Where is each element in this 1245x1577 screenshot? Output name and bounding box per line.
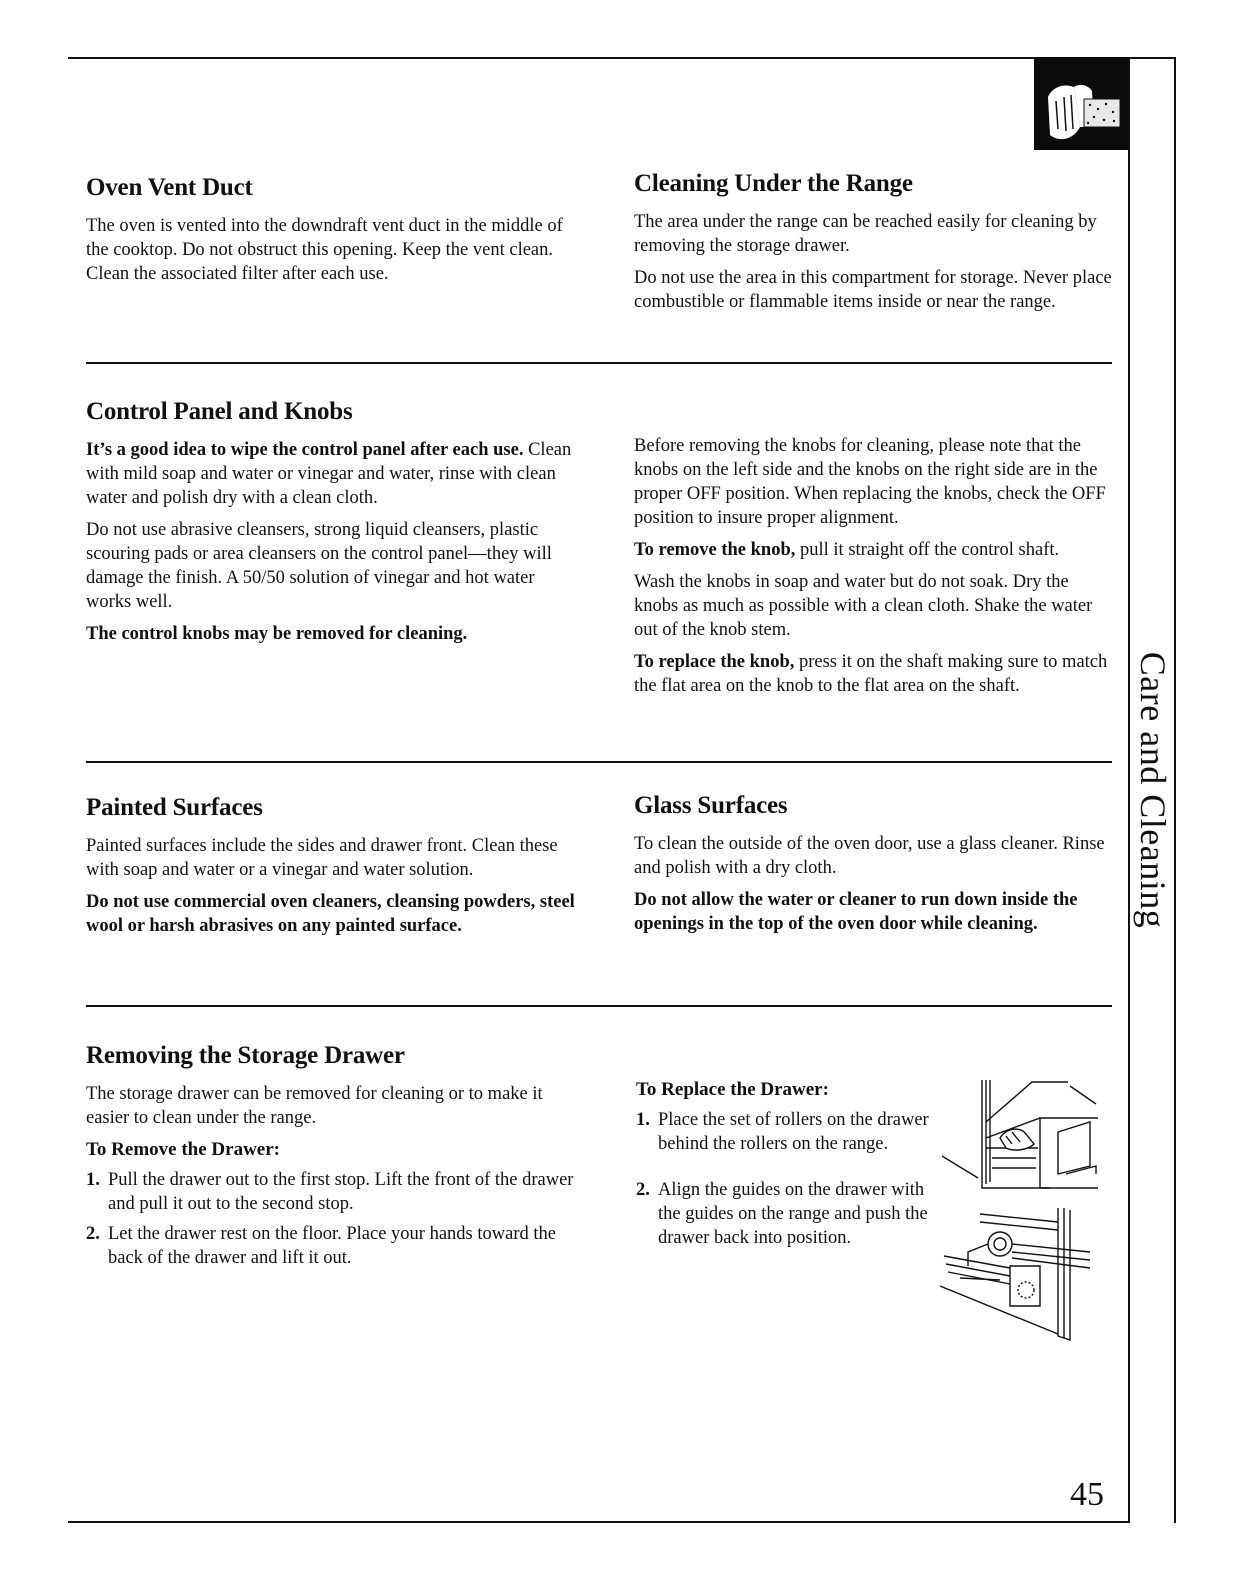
step-number: 1.	[86, 1170, 100, 1190]
painted-section	[86, 794, 576, 946]
oven-vent-section	[86, 174, 576, 294]
under-range-section	[634, 170, 1112, 322]
step-number: 2.	[86, 1224, 100, 1244]
hand-sponge-icon	[1034, 57, 1128, 150]
drawer-guides-illustration	[940, 1206, 1100, 1351]
painted-title: Painted Surfaces	[86, 794, 263, 821]
drawer-section	[86, 1042, 576, 1276]
section-divider	[86, 761, 1112, 763]
knobs-text-4-rest: press it on the shaft making sure to match the flat area on the knob to the flat area on the shaft.	[634, 652, 1108, 696]
section-divider	[86, 362, 1112, 364]
knobs-text-2	[634, 538, 1110, 562]
replace-step	[636, 1108, 932, 1156]
replace-drawer-heading: To Replace the Drawer:	[636, 1079, 829, 1100]
knobs-text-3: Wash the knobs in soap and water but do not soak. Dry the knobs as much as possible with a clean cloth. Shake the water out of the knob stem.	[634, 572, 1093, 640]
under-range-title: Cleaning Under the Range	[634, 170, 913, 197]
knobs-text-2-bold: To remove the knob,	[634, 540, 796, 560]
painted-text-2: Do not use commercial oven cleaners, cleansing powders, steel wool or harsh abrasives on any painted surface.	[86, 892, 575, 936]
step-number: 2.	[636, 1180, 650, 1200]
control-panel-text-2: Do not use abrasive cleansers, strong liquid cleansers, plastic scouring pads or area cleansers on the control panel—they will damage the finish. A 50/50 solution of vinegar and hot water works well.	[86, 520, 552, 612]
control-panel-text-3: The control knobs may be removed for cleaning.	[86, 624, 468, 644]
replace-drawer-steps	[636, 1108, 932, 1250]
under-range-text-2: Do not use the area in this compartment for storage. Never place combustible or flammable items inside or near the range.	[634, 268, 1112, 312]
replace-step	[636, 1178, 932, 1250]
knobs-text-2-rest: pull it straight off the control shaft.	[795, 540, 1060, 560]
control-panel-title: Control Panel and Knobs	[86, 398, 353, 425]
knobs-text-4-bold: To replace the knob,	[634, 652, 795, 672]
top-rule	[68, 57, 1176, 59]
remove-step	[86, 1168, 576, 1216]
control-panel-text-1-rest: Clean with mild soap and water or vinegar and water, rinse with clean water and polish dry with a clean cloth.	[86, 440, 572, 508]
section-divider	[86, 1005, 1112, 1007]
page-number: 45	[1070, 1476, 1104, 1513]
drawer-rollers-illustration	[940, 1078, 1100, 1201]
oven-vent-text: The oven is vented into the downdraft vent duct in the middle of the cooktop. Do not obstruct this opening. Keep the vent clean. Clean the associated filter after each use.	[86, 216, 563, 284]
glass-text-1: To clean the outside of the oven door, use a glass cleaner. Rinse and polish with a dry cloth.	[634, 834, 1105, 878]
glass-text-2: Do not allow the water or cleaner to run down inside the openings in the top of the oven door while cleaning.	[634, 890, 1078, 934]
remove-step	[86, 1222, 576, 1270]
glass-title: Glass Surfaces	[634, 792, 788, 819]
remove-drawer-steps	[86, 1168, 576, 1270]
knobs-text-1: Before removing the knobs for cleaning, please note that the knobs on the left side and the knobs on the right side are in the proper OFF position. When replacing the knobs, check the OFF position to insure proper alignment.	[634, 436, 1106, 528]
under-range-text-1: The area under the range can be reached easily for cleaning by removing the storage drawer.	[634, 212, 1097, 256]
knobs-section	[634, 434, 1110, 706]
bottom-rule	[68, 1521, 1130, 1523]
painted-text-1: Painted surfaces include the sides and drawer front. Clean these with soap and water or a vinegar and water solution.	[86, 836, 558, 880]
step-text: Let the drawer rest on the floor. Place your hands toward the back of the drawer and lift it out.	[108, 1224, 556, 1268]
replace-drawer-section	[636, 1078, 932, 1256]
oven-vent-title: Oven Vent Duct	[86, 174, 253, 201]
side-tab-label	[1130, 640, 1176, 940]
glass-section	[634, 792, 1110, 944]
step-text: Place the set of rollers on the drawer behind the rollers on the range.	[658, 1110, 929, 1154]
knobs-text-4	[634, 650, 1110, 698]
remove-drawer-heading: To Remove the Drawer:	[86, 1139, 280, 1160]
step-text: Align the guides on the drawer with the guides on the range and push the drawer back into position.	[658, 1180, 928, 1248]
control-panel-section	[86, 398, 576, 654]
step-number: 1.	[636, 1110, 650, 1130]
step-text: Pull the drawer out to the first stop. Lift the front of the drawer and pull it out to the second stop.	[108, 1170, 574, 1214]
control-panel-text-1-bold: It’s a good idea to wipe the control panel after each use.	[86, 440, 524, 460]
control-panel-text-1	[86, 438, 576, 510]
drawer-title: Removing the Storage Drawer	[86, 1042, 405, 1069]
side-tab-text: Care and Cleaning	[1133, 651, 1174, 929]
drawer-text-1: The storage drawer can be removed for cleaning or to make it easier to clean under the range.	[86, 1084, 543, 1128]
